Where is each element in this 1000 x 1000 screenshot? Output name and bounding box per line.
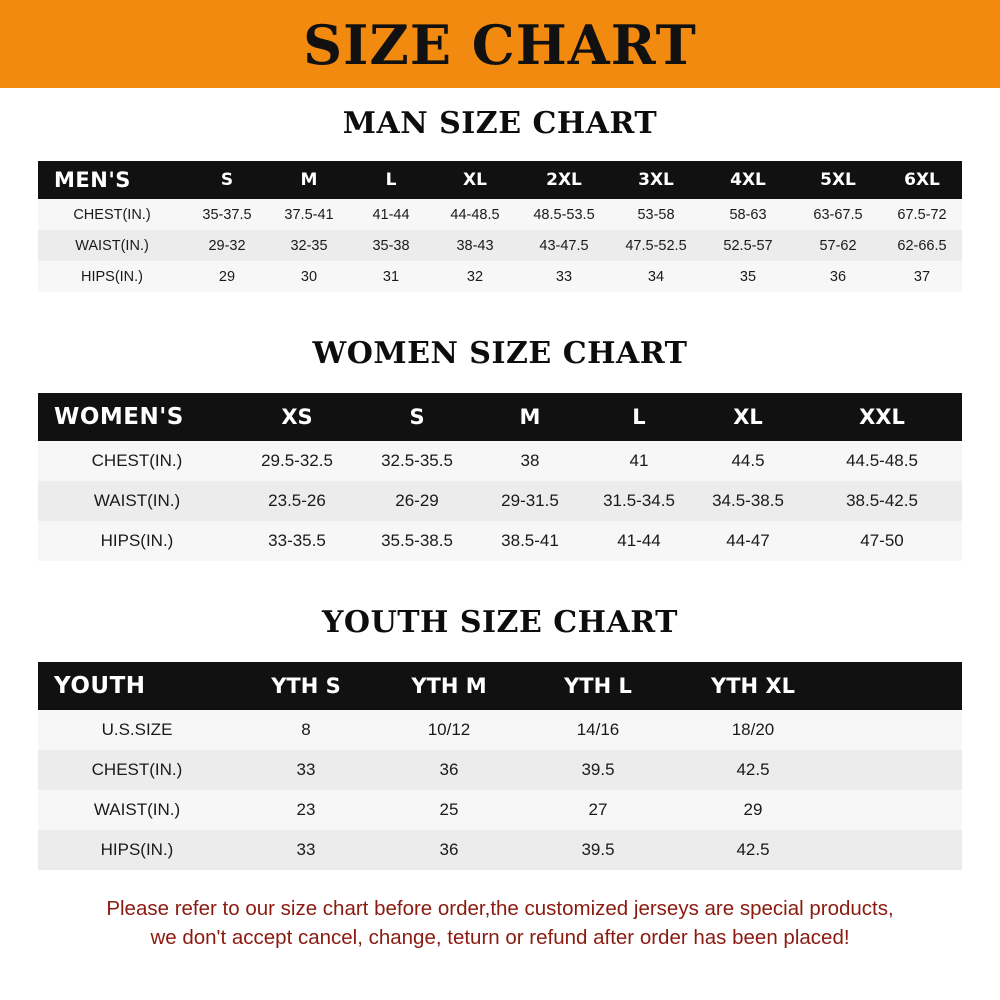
youth-section-title: YOUTH SIZE CHART bbox=[322, 605, 678, 640]
cell: 37 bbox=[913, 268, 931, 285]
col-header-7: 4XL bbox=[730, 170, 766, 190]
cell: 41-44 bbox=[617, 531, 661, 550]
cell: 23 bbox=[296, 800, 316, 819]
cell: 38-43 bbox=[456, 237, 494, 254]
table-row bbox=[38, 790, 962, 830]
header-banner bbox=[0, 0, 1000, 88]
row-label: CHEST(IN.) bbox=[91, 451, 183, 470]
cell: 52.5-57 bbox=[723, 237, 773, 254]
col-header-3: L bbox=[385, 170, 397, 190]
table-row bbox=[38, 830, 962, 870]
cell: 29-31.5 bbox=[501, 491, 559, 510]
row-label: HIPS(IN.) bbox=[100, 531, 174, 550]
cell: 58-63 bbox=[729, 206, 767, 223]
youth-section bbox=[0, 561, 1000, 870]
table-header-row bbox=[38, 393, 962, 441]
table-header-row bbox=[38, 161, 962, 199]
cell: 29 bbox=[743, 800, 763, 819]
col-header-0: YOUTH bbox=[54, 673, 146, 699]
cell: 41-44 bbox=[372, 206, 410, 223]
row-label: WAIST(IN.) bbox=[93, 800, 181, 819]
cell: 33 bbox=[555, 268, 573, 285]
col-header-4: YTH XL bbox=[711, 674, 795, 698]
cell: 26-29 bbox=[395, 491, 439, 510]
table-row bbox=[38, 230, 962, 261]
col-header-2: M bbox=[300, 170, 318, 190]
cell-blank bbox=[832, 830, 962, 870]
cell: 14/16 bbox=[576, 720, 620, 739]
col-header-1: XS bbox=[281, 405, 313, 429]
cell: 32-35 bbox=[290, 237, 328, 254]
col-header-2: S bbox=[409, 405, 425, 429]
cell: 38 bbox=[520, 451, 540, 470]
cell: 30 bbox=[300, 268, 318, 285]
cell: 43-47.5 bbox=[539, 237, 589, 254]
cell: 35.5-38.5 bbox=[381, 531, 453, 550]
col-header-blank bbox=[832, 662, 962, 710]
page-title: SIZE CHART bbox=[303, 13, 697, 77]
women-section bbox=[0, 292, 1000, 561]
cell: 31 bbox=[382, 268, 400, 285]
col-header-1: YTH S bbox=[271, 674, 341, 698]
cell: 63-67.5 bbox=[813, 206, 863, 223]
table-row bbox=[38, 441, 962, 481]
cell: 38.5-42.5 bbox=[846, 491, 918, 510]
col-header-1: S bbox=[220, 170, 234, 190]
cell: 44.5-48.5 bbox=[846, 451, 918, 470]
col-header-5: 2XL bbox=[546, 170, 582, 190]
row-label: WAIST(IN.) bbox=[75, 237, 149, 254]
table-header-row bbox=[38, 662, 962, 710]
col-header-0: WOMEN'S bbox=[54, 404, 184, 430]
cell: 42.5 bbox=[736, 760, 770, 779]
footer-note-line-2: we don't accept cancel, change, teturn or refund after order has been placed! bbox=[150, 926, 850, 950]
man-section-title: MAN SIZE CHART bbox=[342, 106, 658, 141]
cell: 38.5-41 bbox=[501, 531, 559, 550]
cell-blank bbox=[832, 710, 962, 750]
table-row bbox=[38, 710, 962, 750]
row-label: WAIST(IN.) bbox=[93, 491, 181, 510]
cell: 33 bbox=[296, 760, 316, 779]
cell: 36 bbox=[439, 840, 459, 859]
cell: 10/12 bbox=[427, 720, 471, 739]
cell: 57-62 bbox=[819, 237, 857, 254]
col-header-2: YTH M bbox=[411, 674, 487, 698]
cell: 33-35.5 bbox=[268, 531, 326, 550]
cell: 39.5 bbox=[581, 840, 615, 859]
col-header-3: YTH L bbox=[564, 674, 632, 698]
cell: 29.5-32.5 bbox=[261, 451, 333, 470]
cell-blank bbox=[832, 790, 962, 830]
cell: 25 bbox=[439, 800, 459, 819]
cell: 8 bbox=[301, 720, 311, 739]
cell: 23.5-26 bbox=[268, 491, 326, 510]
col-header-3: M bbox=[519, 405, 541, 429]
cell: 32 bbox=[466, 268, 484, 285]
cell: 48.5-53.5 bbox=[533, 206, 595, 223]
cell: 29-32 bbox=[208, 237, 246, 254]
cell: 29 bbox=[218, 268, 236, 285]
cell: 44-48.5 bbox=[450, 206, 500, 223]
women-size-table bbox=[38, 393, 962, 561]
cell: 31.5-34.5 bbox=[603, 491, 675, 510]
col-header-9: 6XL bbox=[904, 170, 940, 190]
col-header-8: 5XL bbox=[820, 170, 856, 190]
cell: 47.5-52.5 bbox=[625, 237, 687, 254]
cell: 47-50 bbox=[860, 531, 904, 550]
cell: 32.5-35.5 bbox=[381, 451, 453, 470]
row-label: CHEST(IN.) bbox=[73, 206, 151, 223]
table-row bbox=[38, 261, 962, 292]
col-header-4: XL bbox=[463, 170, 487, 190]
col-header-6: 3XL bbox=[638, 170, 674, 190]
table-row bbox=[38, 199, 962, 230]
table-row bbox=[38, 750, 962, 790]
cell: 36 bbox=[439, 760, 459, 779]
table-row bbox=[38, 521, 962, 561]
row-label: HIPS(IN.) bbox=[100, 840, 174, 859]
cell: 18/20 bbox=[731, 720, 775, 739]
cell-blank bbox=[832, 750, 962, 790]
youth-size-table bbox=[38, 662, 962, 870]
cell: 67.5-72 bbox=[897, 206, 947, 223]
cell: 37.5-41 bbox=[284, 206, 334, 223]
man-section bbox=[0, 88, 1000, 292]
row-label: U.S.SIZE bbox=[101, 720, 173, 739]
cell: 62-66.5 bbox=[897, 237, 947, 254]
cell: 35-38 bbox=[372, 237, 410, 254]
women-section-title: WOMEN SIZE CHART bbox=[312, 336, 688, 371]
footer-note-line-1: Please refer to our size chart before order,the customized jerseys are special products, bbox=[106, 897, 894, 920]
cell: 53-58 bbox=[637, 206, 675, 223]
cell: 35 bbox=[739, 268, 757, 285]
table-row bbox=[38, 481, 962, 521]
cell: 44.5 bbox=[731, 451, 765, 470]
col-header-4: L bbox=[632, 405, 646, 429]
cell: 35-37.5 bbox=[202, 206, 252, 223]
cell: 39.5 bbox=[581, 760, 615, 779]
cell: 33 bbox=[296, 840, 316, 859]
row-label: HIPS(IN.) bbox=[80, 268, 144, 285]
cell: 34.5-38.5 bbox=[712, 491, 784, 510]
col-header-0: MEN'S bbox=[54, 168, 131, 192]
row-label: CHEST(IN.) bbox=[91, 760, 183, 779]
cell: 27 bbox=[588, 800, 608, 819]
cell: 41 bbox=[629, 451, 649, 470]
cell: 34 bbox=[647, 268, 665, 285]
footer-note bbox=[0, 870, 1000, 952]
col-header-5: XL bbox=[733, 405, 763, 429]
col-header-6: XXL bbox=[859, 405, 905, 429]
cell: 42.5 bbox=[736, 840, 770, 859]
cell: 44-47 bbox=[726, 531, 770, 550]
cell: 36 bbox=[829, 268, 847, 285]
man-size-table bbox=[38, 161, 962, 292]
